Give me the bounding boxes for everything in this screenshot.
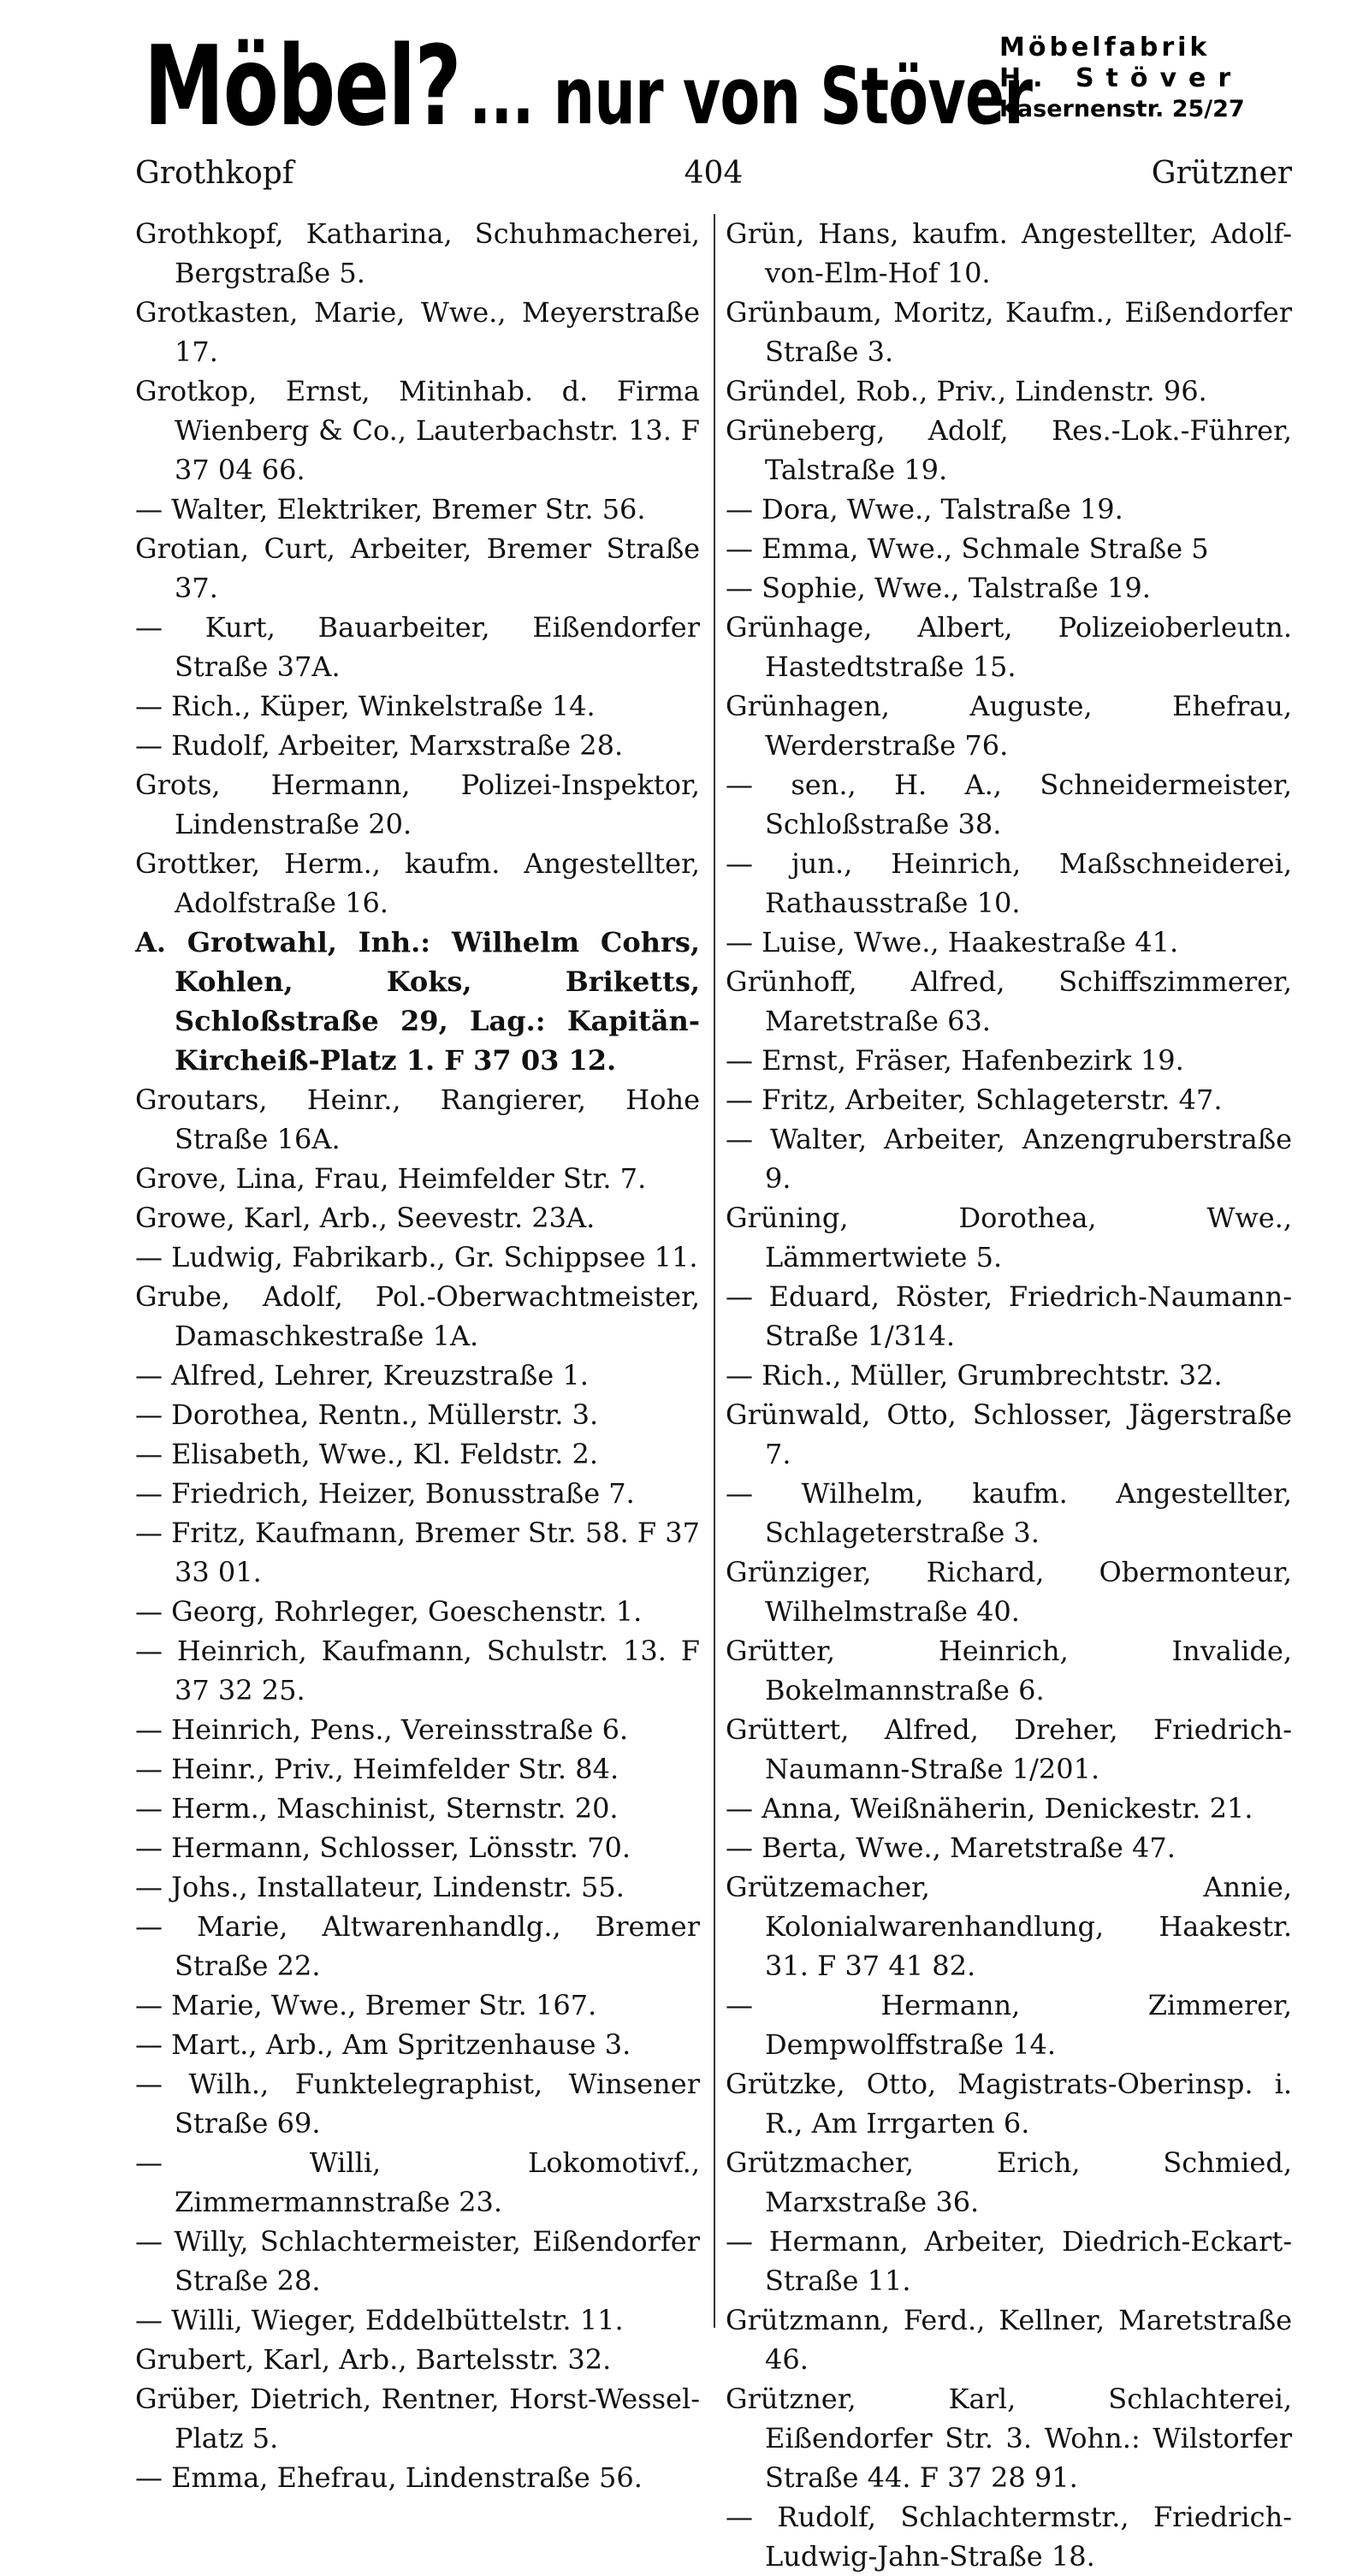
directory-entry: Grünziger, Richard, Obermonteur, Wilhelmstraße 40. [726, 1556, 1292, 1628]
directory-entry: A. Grotwahl, Inh.: Wilhelm Cohrs, Kohlen, Koks, Briketts, Schloßstraße 29, Lag.: Kapitän-Kircheiß-Platz 1. F 37 03 12. [135, 926, 700, 1077]
directory-entry: — Sophie, Wwe., Talstraße 19. [726, 572, 1151, 604]
advert-slogan [144, 22, 1033, 151]
directory-entry: — Hermann, Zimmerer, Dempwolffstraße 14. [726, 1989, 1292, 2061]
directory-entry: Grützemacher, Annie, Kolonialwarenhandlung, Haakestr. 31. F 37 41 82. [726, 1871, 1292, 1982]
directory-entry: Grotkop, Ernst, Mitinhab. d. Firma Wienberg & Co., Lauterbachstr. 13. F 37 04 66. [135, 375, 700, 486]
directory-entry: — Eduard, Röster, Friedrich-Naumann-Straße 1/314. [726, 1280, 1292, 1352]
directory-entry: — Fritz, Kaufmann, Bremer Str. 58. F 37 33 01. [135, 1517, 700, 1588]
directory-entry: — Hermann, Schlosser, Lönsstr. 70. [135, 1831, 631, 1864]
directory-entry: — Luise, Wwe., Haakestraße 41. [726, 926, 1179, 959]
directory-entry: — sen., H. A., Schneidermeister, Schloßstraße 38. [726, 769, 1292, 840]
directory-entry: Grünhoff, Alfred, Schiffszimmerer, Maretstraße 63. [726, 965, 1292, 1037]
directory-entry: — Walter, Arbeiter, Anzengruberstraße 9. [726, 1123, 1292, 1195]
directory-entry: Groutars, Heinr., Rangierer, Hohe Straße 16A. [135, 1083, 700, 1155]
directory-entry: — Alfred, Lehrer, Kreuzstraße 1. [135, 1359, 589, 1392]
directory-entry: — Emma, Ehefrau, Lindenstraße 56. [135, 2461, 643, 2494]
directory-entry: Grubert, Karl, Arb., Bartelsstr. 32. [135, 2343, 612, 2376]
directory-entry: Grünwald, Otto, Schlosser, Jägerstraße 7. [726, 1398, 1292, 1470]
directory-entry: — Walter, Elektriker, Bremer Str. 56. [135, 493, 646, 525]
directory-entry: — Fritz, Arbeiter, Schlageterstr. 47. [726, 1083, 1223, 1116]
directory-entry: Grothkopf, Katharina, Schuhmacherei, Bergstraße 5. [135, 217, 700, 289]
directory-entry: — Dora, Wwe., Talstraße 19. [726, 493, 1123, 525]
advert-slogan-big: Möbel? [144, 23, 460, 151]
directory-entry: — Elisabeth, Wwe., Kl. Feldstr. 2. [135, 1438, 598, 1470]
directory-entry: — Heinr., Priv., Heimfelder Str. 84. [135, 1753, 619, 1785]
directory-entry: — Herm., Maschinist, Sternstr. 20. [135, 1792, 619, 1825]
directory-entry: Grün, Hans, kaufm. Angestellter, Adolf-von-Elm-Hof 10. [726, 217, 1292, 289]
directory-entry: — Johs., Installateur, Lindenstr. 55. [135, 1871, 625, 1903]
directory-entry: — Willi, Lokomotivf., Zimmermannstraße 23. [135, 2146, 700, 2218]
column-divider [714, 214, 715, 2328]
advert-company-line1: Möbelfabrik [999, 33, 1211, 62]
furniture-advertisement [0, 0, 1369, 151]
left-column [135, 214, 700, 2494]
header-last-entry: Grützner [1151, 156, 1292, 191]
directory-entry: Growe, Karl, Arb., Seevestr. 23A. [135, 1202, 596, 1234]
directory-entry: Grünhagen, Auguste, Ehefrau, Werderstraße 76. [726, 690, 1292, 762]
running-header [135, 152, 1292, 195]
directory-entry: — Rich., Küper, Winkelstraße 14. [135, 690, 596, 722]
right-column [726, 214, 1292, 2573]
directory-entry: Grützmann, Ferd., Kellner, Maretstraße 46. [726, 2304, 1292, 2376]
directory-entry: — Rich., Müller, Grumbrechtstr. 32. [726, 1359, 1223, 1392]
directory-entry: Grüneberg, Adolf, Res.-Lok.-Führer, Talstraße 19. [726, 414, 1292, 486]
directory-entry: — Berta, Wwe., Maretstraße 47. [726, 1831, 1176, 1864]
directory-entry: Grüning, Dorothea, Wwe., Lämmertwiete 5. [726, 1202, 1292, 1273]
directory-entry: — Friedrich, Heizer, Bonusstraße 7. [135, 1477, 635, 1510]
directory-entry: — Georg, Rohrleger, Goeschenstr. 1. [135, 1595, 643, 1628]
directory-entry: — Heinrich, Kaufmann, Schulstr. 13. F 37 32 25. [135, 1635, 700, 1706]
directory-entry: — Mart., Arb., Am Spritzenhause 3. [135, 2028, 631, 2061]
directory-entry: — Kurt, Bauarbeiter, Eißendorfer Straße 37A. [135, 611, 700, 683]
directory-entry: — Emma, Wwe., Schmale Straße 5 [726, 532, 1209, 565]
directory-entry: Grützke, Otto, Magistrats-Oberinsp. i. R., Am Irrgarten 6. [726, 2068, 1292, 2140]
directory-entry: — Marie, Altwarenhandlg., Bremer Straße 22. [135, 1910, 700, 1982]
directory-entry: Grünhage, Albert, Polizeioberleutn. Hastedtstraße 15. [726, 611, 1292, 683]
header-first-entry: Grothkopf [135, 156, 294, 191]
directory-entry: Grube, Adolf, Pol.-Oberwachtmeister, Damaschkestraße 1A. [135, 1280, 700, 1352]
directory-entry: — Willi, Wieger, Eddelbüttelstr. 11. [135, 2304, 624, 2336]
advert-slogan-small: ... nur von Stöver [469, 50, 1033, 142]
page-number: 404 [684, 156, 744, 191]
directory-entry: — Willy, Schlachtermeister, Eißendorfer Straße 28. [135, 2225, 700, 2297]
advert-company-block [999, 33, 1290, 125]
directory-entry: Grüttert, Alfred, Dreher, Friedrich-Naumann-Straße 1/201. [726, 1713, 1292, 1785]
directory-entry: Grünbaum, Moritz, Kaufm., Eißendorfer Straße 3. [726, 296, 1292, 368]
directory-entry: Grützner, Karl, Schlachterei, Eißendorfer Str. 3. Wohn.: Wilstorfer Straße 44. F 37 28 91. [726, 2383, 1292, 2494]
directory-entry: — Wilh., Funktelegraphist, Winsener Straße 69. [135, 2068, 700, 2140]
directory-entry: — Wilhelm, kaufm. Angestellter, Schlageterstraße 3. [726, 1477, 1292, 1549]
directory-entry: Grotkasten, Marie, Wwe., Meyerstraße 17. [135, 296, 700, 368]
directory-entry: — jun., Heinrich, Maßschneiderei, Rathausstraße 10. [726, 847, 1292, 919]
directory-entry: Grottker, Herm., kaufm. Angestellter, Adolfstraße 16. [135, 847, 700, 919]
directory-entry: — Marie, Wwe., Bremer Str. 167. [135, 1989, 597, 2021]
directory-entry: — Rudolf, Arbeiter, Marxstraße 28. [135, 729, 624, 762]
directory-entry: Grotian, Curt, Arbeiter, Bremer Straße 37. [135, 532, 700, 604]
advert-company-line3: Kasernenstr. 25/27 [999, 96, 1245, 122]
directory-entry: — Hermann, Arbeiter, Diedrich-Eckart-Straße 11. [726, 2225, 1292, 2297]
directory-entry: Grove, Lina, Frau, Heimfelder Str. 7. [135, 1162, 647, 1195]
directory-entry: Grütter, Heinrich, Invalide, Bokelmannstraße 6. [726, 1635, 1292, 1706]
directory-entry: Grots, Hermann, Polizei-Inspektor, Lindenstraße 20. [135, 769, 700, 840]
directory-entry: — Heinrich, Pens., Vereinsstraße 6. [135, 1713, 629, 1746]
directory-entry: — Anna, Weißnäherin, Denickestr. 21. [726, 1792, 1253, 1825]
directory-entry: — Ludwig, Fabrikarb., Gr. Schippsee 11. [135, 1241, 698, 1273]
directory-entry: — Dorothea, Rentn., Müllerstr. 3. [135, 1398, 599, 1431]
advert-company-line2: H. Stöver [999, 63, 1243, 93]
directory-entry: Grüber, Dietrich, Rentner, Horst-Wessel-Platz 5. [135, 2383, 700, 2454]
directory-entry: — Rudolf, Schlachtermstr., Friedrich-Ludwig-Jahn-Straße 18. [726, 2501, 1292, 2573]
directory-entry: — Ernst, Fräser, Hafenbezirk 19. [726, 1044, 1184, 1077]
directory-entry: Grützmacher, Erich, Schmied, Marxstraße 36. [726, 2146, 1292, 2218]
directory-entry: Gründel, Rob., Priv., Lindenstr. 96. [726, 375, 1207, 407]
